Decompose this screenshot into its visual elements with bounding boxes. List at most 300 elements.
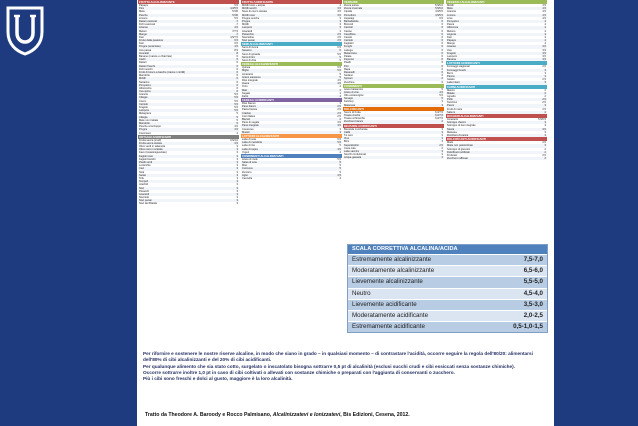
- food-ph-value: 2,5: [542, 153, 546, 157]
- food-name: Pane di segale: [242, 121, 260, 125]
- food-name: Noccioline: [242, 35, 254, 39]
- scale-row: [348, 265, 547, 276]
- section-rows: [343, 88, 444, 107]
- food-ph-value: 4: [544, 19, 546, 23]
- food-name: Noci: [139, 186, 145, 190]
- food-name: Funghi: [344, 45, 352, 49]
- food-ph-value: 2,5: [542, 78, 546, 82]
- food-ph-value: 3: [236, 157, 238, 161]
- food-name: Zucca estiva: [344, 4, 359, 7]
- food-ph-value: 3,5: [337, 13, 341, 17]
- food-ph-value: 4,5: [542, 13, 546, 17]
- food-ph-value: 4: [339, 177, 341, 180]
- food-name: Frutta secca (crudi): [139, 138, 162, 142]
- food-name: Barbabietole: [344, 19, 359, 23]
- food-ph-value: 5,5: [234, 96, 238, 100]
- food-ph-value: 3: [236, 192, 238, 196]
- food-ph-value: 7/7,5: [232, 29, 238, 33]
- food-ph-value: 6,5: [234, 39, 238, 43]
- food-ph-value: -7: [235, 23, 238, 27]
- section-header: DOLCIFICANTI: [343, 107, 444, 111]
- food-name: Datteri: [139, 61, 147, 65]
- food-ph-value: 2,5: [542, 141, 546, 145]
- food-name: Lattuga: [344, 48, 353, 52]
- food-ph-value: 3: [236, 196, 238, 200]
- food-ph-value: 3: [339, 26, 341, 30]
- section-rows: [241, 66, 342, 98]
- scale-row: [348, 254, 547, 265]
- food-name: Mandorle: [139, 121, 150, 125]
- food-name: Banane (mature e chiazzate): [139, 55, 173, 58]
- food-name: Superalcolici: [344, 143, 359, 147]
- food-ph-value: 5,5: [234, 99, 238, 103]
- food-name: Latte di soia: [242, 137, 256, 141]
- section-rows: [241, 138, 342, 154]
- food-name: Avocado: [139, 51, 150, 55]
- food-name: Nocciole: [139, 196, 149, 200]
- food-ph-value: 3: [236, 176, 238, 180]
- food-ph-value: 5,5: [337, 66, 341, 70]
- food-ph-value: 3: [441, 103, 443, 107]
- food-ph-value: 6: [236, 77, 238, 81]
- food-ph-value: 3: [339, 16, 341, 20]
- food-name: Latte di riso: [242, 144, 256, 148]
- food-name: Lamponi: [242, 26, 252, 30]
- food-ph-value: 6: [441, 70, 443, 74]
- food-name: Curcuma: [242, 167, 253, 171]
- scale-label: Estremamente alcalinizzante: [352, 256, 432, 263]
- food-ph-value: 5,5/6,0: [435, 7, 443, 11]
- food-ph-value: 6,5: [337, 46, 341, 50]
- food-name: Pompelmo: [139, 83, 152, 87]
- scale-label: Moderatamente acidificante: [352, 311, 429, 319]
- food-ph-value: 5: [339, 59, 341, 62]
- food-column-1: [138, 0, 239, 206]
- food-ph-value: 4: [339, 91, 341, 95]
- food-name: Zucchero bianco: [344, 120, 364, 124]
- food-name: Corn flakes: [242, 114, 256, 118]
- note-4: Più i cibi sono freschi e dolci al gusto, maggiore è la loro alcalinità.: [143, 376, 293, 382]
- food-ph-value: 4: [339, 150, 341, 154]
- food-ph-value: 5,5: [234, 16, 238, 20]
- food-ph-value: 3: [339, 127, 341, 131]
- food-ph-value: 4: [339, 4, 341, 7]
- food-name: Lamponi: [139, 109, 149, 113]
- food-ph-value: 6: [441, 67, 443, 71]
- food-name: Sciroppo di riso integrale: [447, 124, 476, 128]
- section-header: DOLCIFICANTI ACIDIFICANTI: [446, 137, 547, 141]
- food-name: Melone: [447, 29, 456, 33]
- food-ph-value: 3: [544, 81, 546, 85]
- food-ph-value: 2,5: [337, 114, 341, 118]
- food-column-3: [343, 0, 444, 159]
- food-name: Papaya: [139, 4, 148, 7]
- food-name: Mirtilli secchi: [242, 7, 257, 11]
- food-ph-value: 3: [236, 202, 238, 206]
- food-ph-value: 4,0/5,5: [230, 7, 238, 11]
- section-header: LATTICINI ACIDIFICANTI: [446, 61, 547, 65]
- food-name: Carote: [344, 29, 352, 33]
- food-name: Noce di cocco tostata: [242, 10, 267, 14]
- food-name: Mela: [139, 10, 145, 14]
- food-ph-value: 2,5: [337, 32, 341, 36]
- food-ph-value: 4: [441, 156, 443, 160]
- food-ph-value: 3,5: [542, 127, 546, 131]
- food-ph-value: 2,5: [337, 108, 341, 112]
- food-name: Broccoli: [344, 23, 354, 27]
- food-ph-value: 5,5: [234, 93, 238, 97]
- food-ph-value: 4: [544, 26, 546, 30]
- section-rows: [138, 4, 239, 135]
- credit-suffix: , Bis Edizioni, Cesena, 2012.: [340, 412, 410, 418]
- scale-range: 6,5-6,0: [523, 267, 543, 275]
- food-name: Cavolo: [344, 35, 353, 39]
- food-ph-value: 4,5: [234, 128, 238, 132]
- food-ph-value: 3: [441, 130, 443, 134]
- food-name: Pera: [139, 7, 145, 11]
- food-name: Fragole: [139, 106, 148, 109]
- food-name: Seitan: [139, 173, 147, 177]
- food-ph-value: 2,5: [337, 105, 341, 109]
- scale-title: SCALA CORRETTIVA ALCALINA/ACIDA: [348, 245, 547, 254]
- food-name: Patate: [344, 55, 352, 58]
- scale-range: 3,5-3,0: [523, 300, 543, 308]
- scale-row: [348, 288, 547, 299]
- scale-row: [348, 321, 547, 332]
- food-ph-value: 3: [236, 186, 238, 190]
- food-name: Muesli: [242, 130, 250, 134]
- food-ph-value: 2: [544, 157, 546, 161]
- food-ph-value: 6: [441, 77, 443, 81]
- food-name: Lenticchie: [139, 164, 151, 168]
- food-name: Uva passa: [139, 48, 152, 52]
- food-ph-value: 3: [544, 104, 546, 108]
- scale-rows: [348, 254, 547, 332]
- section-header: CEREALI ACIDIFICANTI: [241, 98, 342, 102]
- food-name: Pompelmo: [447, 19, 460, 23]
- food-name: Ketchup: [344, 100, 354, 104]
- food-name: Latte di capra: [242, 147, 258, 151]
- food-ph-value: 5,5/6,5: [538, 118, 546, 121]
- food-name: Aglio: [242, 173, 248, 177]
- food-ph-value: 3: [441, 133, 443, 137]
- section-header: FRUTTA ALCALINIZZANTE: [138, 0, 239, 4]
- food-name: Uva spina: [139, 90, 151, 94]
- food-name: Amaranto: [242, 72, 254, 76]
- food-ph-value: 3: [236, 173, 238, 177]
- section-rows: [241, 102, 342, 134]
- food-name: Cocco: [139, 99, 147, 103]
- food-ph-value: 4,5/5,5: [435, 10, 443, 14]
- food-ph-value: 6: [441, 58, 443, 62]
- food-name: Spinaci: [344, 77, 353, 81]
- food-ph-value: 3,5: [234, 141, 238, 145]
- food-name: Aceto di vino: [344, 90, 359, 94]
- food-name: Pistacchi: [139, 189, 150, 193]
- food-ph-value: 2,5: [337, 39, 341, 43]
- food-name: Zucchero di canna: [447, 133, 469, 137]
- food-name: Semi di lino: [242, 55, 256, 59]
- food-ph-value: 6: [441, 55, 443, 58]
- food-name: Caffè: [344, 130, 351, 134]
- scale-row: [348, 310, 547, 321]
- food-name: Zenzero: [242, 170, 252, 174]
- note-2: Per qualunque alimento che sia stato cotto, surgelato o inscatolato bisogna sottrarre 0,5 pt di alcalinità (esclusi succhi crudi e cibi essiccati senza sostanze chimiche).: [143, 363, 515, 369]
- food-ph-value: 4: [544, 23, 546, 27]
- food-ph-value: 3: [544, 121, 546, 125]
- food-ph-value: 3: [236, 154, 238, 158]
- food-name: Aceto di mele: [242, 157, 258, 161]
- food-ph-value: 4,5: [234, 45, 238, 49]
- food-name: Pesce: [447, 104, 455, 108]
- food-ph-value: 3: [339, 102, 341, 106]
- food-ph-value: 5: [339, 161, 341, 165]
- food-column-2: [241, 0, 342, 180]
- scale-row: [348, 276, 547, 287]
- food-ph-value: 3: [544, 71, 546, 75]
- food-name: Pistacchio: [242, 32, 254, 36]
- food-name: Sciroppo di glucosio: [447, 147, 471, 151]
- food-ph-value: 6: [236, 70, 238, 74]
- food-name: Noci pecan: [139, 199, 152, 203]
- food-name: Soia: [139, 170, 145, 174]
- food-ph-value: 3: [339, 130, 341, 134]
- food-ph-value: 3: [236, 151, 238, 155]
- food-ph-value: 5,5: [337, 157, 341, 161]
- food-ph-value: 6: [441, 48, 443, 52]
- food-ph-value: 4,5: [337, 173, 341, 177]
- credit-book-titles: Alcalinizzatevi e Ionizzatevi: [272, 412, 341, 418]
- food-name: Piselli: [344, 61, 351, 65]
- food-name: Agnello: [447, 94, 456, 98]
- food-name: Latte intero: [447, 81, 460, 85]
- food-ph-value: 3: [236, 183, 238, 187]
- food-name: Pollo: [447, 98, 453, 102]
- scale-range: 5,5-5,0: [523, 278, 543, 286]
- food-name: Zucchine: [344, 80, 355, 84]
- food-ph-value: 5,5: [337, 141, 341, 145]
- food-name: Riso bianco: [242, 102, 256, 106]
- food-name: Grano saraceno: [242, 75, 261, 79]
- food-ph-value: 5: [339, 167, 341, 171]
- food-name: Ananas: [447, 45, 456, 49]
- food-ph-value: 5: [339, 72, 341, 76]
- food-ph-value: 5,5: [337, 52, 341, 56]
- food-ph-value: 5: [339, 55, 341, 59]
- food-name: Mandorle: [139, 74, 150, 78]
- food-name: Pesca: [447, 23, 455, 27]
- food-ph-value: 3: [441, 149, 443, 153]
- food-name: Miso: [242, 164, 248, 168]
- food-ph-value: 2: [441, 146, 443, 150]
- food-name: Fagioli bianchi: [139, 157, 156, 161]
- food-name: Anacardi: [242, 29, 253, 33]
- food-name: Noci pecan: [242, 39, 255, 43]
- food-row: [446, 157, 547, 160]
- food-ph-value: 3: [441, 153, 443, 157]
- food-name: Fichi secchi: [139, 67, 153, 71]
- food-ph-value: 3: [441, 137, 443, 141]
- food-name: Fruttosio: [447, 153, 458, 157]
- food-name: Vino: [344, 137, 350, 141]
- food-name: Prugne: [139, 128, 148, 132]
- university-shield-icon: [4, 6, 46, 56]
- food-name: Limone: [139, 16, 148, 20]
- food-ph-value: 2,5: [337, 111, 341, 115]
- food-name: Sciroppo d'acero: [447, 121, 467, 125]
- food-ph-value: 4,5: [439, 90, 443, 94]
- food-name: Frutto della passione: [139, 39, 164, 43]
- food-name: Tofu: [139, 176, 144, 180]
- food-name: Zucca invernale: [344, 7, 363, 11]
- food-name: Melassa: [447, 130, 457, 134]
- food-ph-value: 2,5: [542, 98, 546, 102]
- food-ph-value: 4: [544, 35, 546, 39]
- food-ph-value: 5,5: [234, 106, 238, 109]
- food-name: Cachi: [139, 58, 146, 62]
- food-name: Tè nero: [344, 133, 353, 137]
- food-name: Dolcificanti artificiali: [447, 150, 470, 154]
- section-header: BUCHERI ALCALINIZZANTI: [446, 114, 547, 118]
- food-name: Mirtilli rossi: [242, 13, 255, 17]
- section-rows: [446, 118, 547, 137]
- food-name: Gelato: [447, 78, 455, 82]
- food-ph-value: 3: [236, 164, 238, 168]
- food-ph-value: 6: [236, 74, 238, 78]
- food-ph-value: 3: [339, 23, 341, 27]
- section-header: CEREALI ALCALINIZZANTI: [241, 62, 342, 66]
- section-header: CONDIMENTI ALCALINIZZANTI: [241, 154, 342, 158]
- food-name: Mango: [139, 32, 147, 36]
- food-ph-value: 5,5: [234, 102, 238, 106]
- scale-label: Neutro: [352, 289, 371, 297]
- food-name: Mela: [447, 7, 453, 11]
- section-header: BEVANDE ACIDIFICANTI: [343, 124, 444, 128]
- food-name: Burro: [447, 71, 454, 75]
- section-header: FRUTTA ACIDIFICANTE: [241, 0, 342, 4]
- food-name: Mirtilli: [447, 4, 454, 7]
- food-name: Porri: [344, 64, 350, 68]
- food-ph-value: 5,5: [439, 94, 443, 98]
- food-ph-value: 6: [441, 23, 443, 27]
- food-name: Sesamo: [242, 49, 252, 53]
- food-ph-value: 4,5/7,5: [230, 35, 238, 39]
- food-ph-value: 5: [236, 118, 238, 122]
- food-ph-value: 2,5: [542, 101, 546, 105]
- food-name: Carciofi: [344, 26, 353, 30]
- food-ph-value: 5,5: [234, 4, 238, 7]
- food-ph-value: 6: [441, 35, 443, 39]
- food-name: Lime: [447, 16, 453, 20]
- food-column-4: [446, 0, 547, 160]
- food-ph-value: 6: [441, 51, 443, 55]
- food-name: Formaggi freschi: [447, 68, 467, 72]
- food-ph-value: 4,5: [542, 10, 546, 14]
- food-ph-value: 6: [236, 64, 238, 68]
- food-ph-value: 5,5/6: [232, 13, 238, 17]
- food-name: Pane integrale: [242, 124, 259, 128]
- food-name: Latte di mandorle: [242, 141, 263, 145]
- food-name: Mirtilli: [242, 23, 249, 27]
- food-name: Tacchino: [447, 101, 458, 105]
- food-ph-value: 5: [339, 164, 341, 168]
- food-ph-value: 4: [544, 32, 546, 36]
- food-ph-value: 4,5: [234, 125, 238, 129]
- food-name: Tempeh: [139, 180, 149, 184]
- food-row: [241, 177, 342, 180]
- food-name: Ananas: [139, 26, 148, 30]
- food-ph-value: 3: [544, 124, 546, 128]
- food-name: Pesche: [139, 13, 148, 17]
- section-rows: [343, 4, 444, 84]
- food-name: Semi di chia: [242, 59, 257, 62]
- food-name: Albicocche: [139, 86, 152, 90]
- food-name: Salsa di soia: [242, 161, 257, 165]
- food-ph-value: 5,5/6,0: [435, 4, 443, 7]
- food-name: Papaya: [447, 39, 456, 43]
- food-ph-value: 6: [236, 58, 238, 62]
- section-rows: [138, 139, 239, 206]
- food-name: Miglio: [242, 69, 249, 73]
- food-ph-value: 5,5: [234, 109, 238, 113]
- food-name: Panna: [447, 74, 455, 78]
- food-ph-value: 3,5: [542, 55, 546, 58]
- food-ph-value: 4,5: [542, 7, 546, 11]
- food-name: Arachidi: [139, 183, 149, 187]
- scale-range: 2,0-2,5: [523, 311, 543, 319]
- food-name: Pomodoro: [344, 13, 356, 17]
- food-name: Birra: [344, 140, 350, 144]
- food-name: Sedano: [344, 74, 353, 78]
- food-ph-value: 8,5: [234, 48, 238, 52]
- food-ph-value: 6: [441, 80, 443, 84]
- food-ph-value: 5: [236, 121, 238, 125]
- food-ph-value: 3: [544, 74, 546, 78]
- food-name: Limone: [447, 13, 456, 17]
- food-name: Segale: [242, 91, 251, 95]
- food-name: Mirtilli: [139, 77, 146, 81]
- food-ph-value: 3: [544, 133, 546, 137]
- food-name: Fave (tostate/sgusciate): [139, 151, 167, 155]
- food-name: Ciliegie: [139, 96, 148, 100]
- food-name: Fagioli rossi: [139, 154, 153, 158]
- food-ph-value: 6: [236, 83, 238, 87]
- food-ph-value: -7: [235, 32, 238, 36]
- section-header: VEGETALI ALCALINIZZANTI: [446, 0, 547, 4]
- section-rows: [241, 4, 342, 42]
- scale-range: 4,5-4,0: [523, 289, 543, 297]
- food-name: Maiale: [447, 91, 455, 95]
- food-name: Ciliegie: [139, 115, 148, 119]
- food-name: Olive nere in scatola: [139, 148, 163, 152]
- section-rows: [446, 65, 547, 84]
- scale-label: Lievemente acidificante: [352, 300, 417, 308]
- food-ph-sheet: [137, 0, 554, 426]
- section-rows: [241, 158, 342, 180]
- section-rows: [343, 128, 444, 160]
- source-credit: [145, 412, 545, 418]
- food-name: Frutti di mare: [447, 107, 463, 111]
- food-ph-value: 3,5: [542, 48, 546, 52]
- section-rows: [446, 141, 547, 160]
- section-header: VERDURE: [343, 0, 444, 4]
- food-ph-value: 6: [441, 26, 443, 30]
- section-header: CARNI ACIDIFICANTI: [446, 85, 547, 89]
- food-ph-value: 4: [544, 39, 546, 43]
- food-name: Manzo: [447, 88, 455, 92]
- credit-prefix: Tratto da Theodore A. Baroody e Rocco Palmisano,: [145, 412, 273, 418]
- food-name: Datteri essiccati: [139, 19, 158, 23]
